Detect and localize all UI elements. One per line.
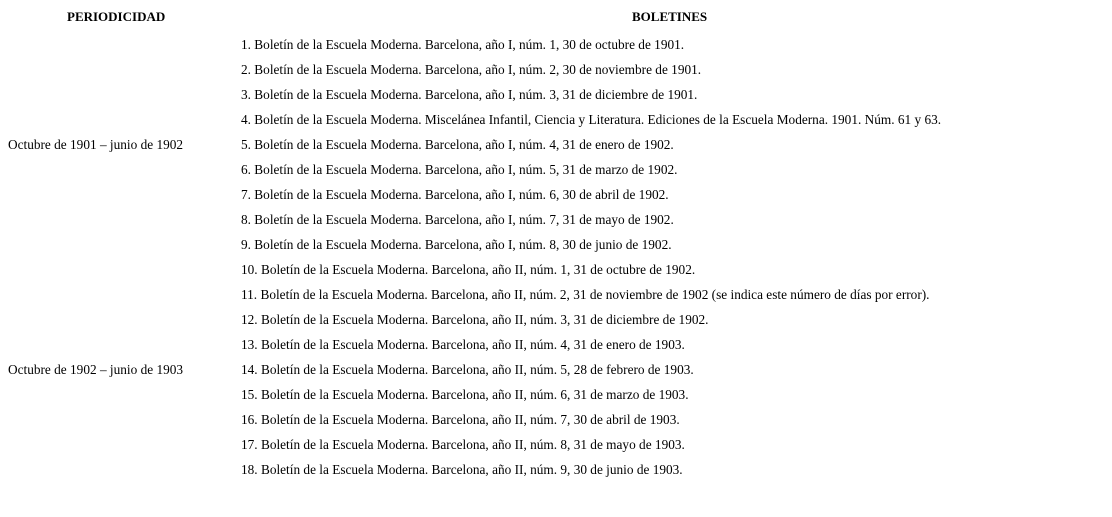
bulletin-cell: 18. Boletín de la Escuela Moderna. Barcelona, año II, núm. 9, 30 de junio de 1903. [241,462,683,477]
bulletin-cell: 1. Boletín de la Escuela Moderna. Barcelona, año I, núm. 1, 30 de octubre de 1901. [241,37,685,52]
table-row [0,32,1112,57]
table-row [0,232,1112,257]
boletines-header: BOLETINES [632,9,708,24]
table-row [0,457,1112,482]
bulletin-cell: 4. Boletín de la Escuela Moderna. Miscelánea Infantil, Ciencia y Literatura. Ediciones de la Escuela Moderna. 1901. Núm. 61 y 63. [241,112,942,127]
bulletin-cell: 17. Boletín de la Escuela Moderna. Barcelona, año II, núm. 8, 31 de mayo de 1903. [241,437,685,452]
table-row [0,382,1112,407]
periodicidad-header: PERIODICIDAD [67,9,166,24]
table-row [0,207,1112,232]
table-row [0,432,1112,457]
table-row [0,407,1112,432]
table-row [0,332,1112,357]
bulletin-cell: 7. Boletín de la Escuela Moderna. Barcelona, año I, núm. 6, 30 de abril de 1902. [241,187,669,202]
table-row [0,307,1112,332]
table-row [0,357,1112,382]
bulletin-cell: 5. Boletín de la Escuela Moderna. Barcelona, año I, núm. 4, 31 de enero de 1902. [241,137,674,152]
bulletin-cell: 8. Boletín de la Escuela Moderna. Barcelona, año I, núm. 7, 31 de mayo de 1902. [241,212,674,227]
table-row [0,82,1112,107]
table-row [0,57,1112,82]
bulletin-cell: 9. Boletín de la Escuela Moderna. Barcelona, año I, núm. 8, 30 de junio de 1902. [241,237,672,252]
bulletin-cell: 2. Boletín de la Escuela Moderna. Barcelona, año I, núm. 2, 30 de noviembre de 1901. [241,62,702,77]
bulletin-cell: 15. Boletín de la Escuela Moderna. Barcelona, año II, núm. 6, 31 de marzo de 1903. [241,387,689,402]
bulletin-cell: 11. Boletín de la Escuela Moderna. Barcelona, año II, núm. 2, 31 de noviembre de 1902 (se indica este número de días por error). [241,287,930,302]
table-row [0,282,1112,307]
bulletin-cell: 16. Boletín de la Escuela Moderna. Barcelona, año II, núm. 7, 30 de abril de 1903. [241,412,680,427]
period-cell: Octubre de 1902 – junio de 1903 [8,362,184,377]
table-row [0,107,1112,132]
bulletin-cell: 3. Boletín de la Escuela Moderna. Barcelona, año I, núm. 3, 31 de diciembre de 1901. [241,87,698,102]
table-row [0,157,1112,182]
bulletin-cell: 10. Boletín de la Escuela Moderna. Barcelona, año II, núm. 1, 31 de octubre de 1902. [241,262,696,277]
bulletin-cell: 14. Boletín de la Escuela Moderna. Barcelona, año II, núm. 5, 28 de febrero de 1903. [241,362,694,377]
table-row [0,257,1112,282]
bulletin-cell: 12. Boletín de la Escuela Moderna. Barcelona, año II, núm. 3, 31 de diciembre de 1902. [241,312,709,327]
bulletin-list [0,32,1112,482]
bulletin-cell: 6. Boletín de la Escuela Moderna. Barcelona, año I, núm. 5, 31 de marzo de 1902. [241,162,678,177]
table-row [0,182,1112,207]
period-cell: Octubre de 1901 – junio de 1902 [8,137,184,152]
table-row [0,132,1112,157]
bulletin-cell: 13. Boletín de la Escuela Moderna. Barcelona, año II, núm. 4, 31 de enero de 1903. [241,337,685,352]
